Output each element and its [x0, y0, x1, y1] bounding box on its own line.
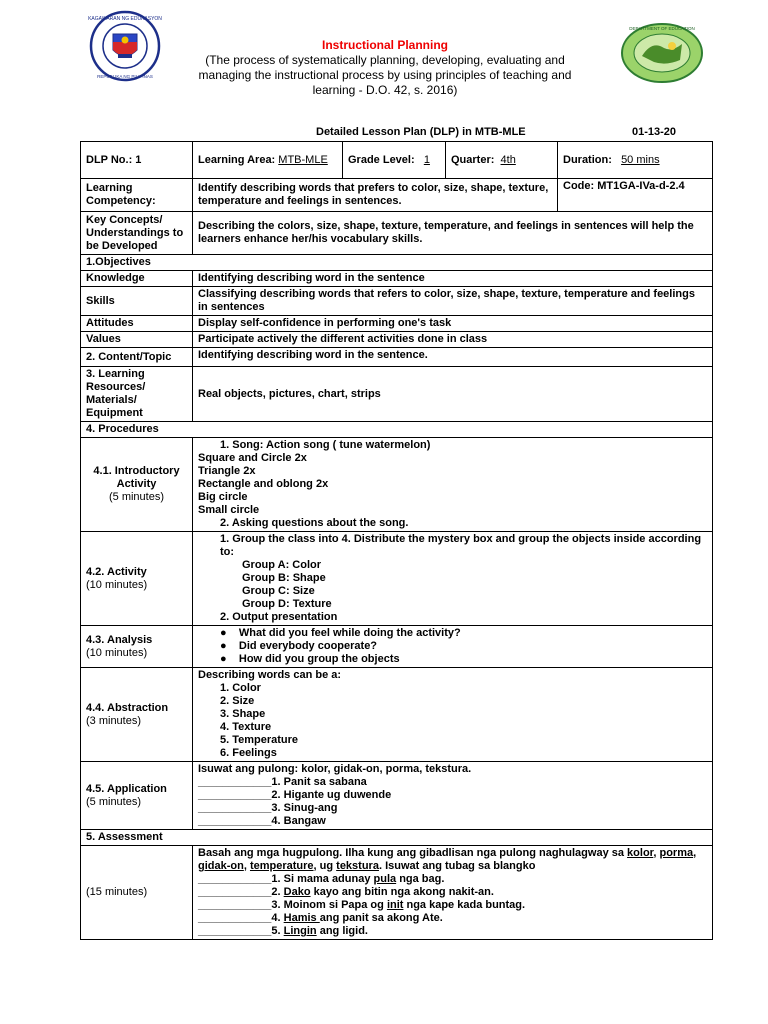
learning-area-value: MTB-MLE [278, 153, 328, 166]
abstraction-time: (3 minutes) [86, 714, 142, 727]
assessment-item-text: ____________1. Si mama adunay [198, 873, 374, 885]
analysis-item-text: What did you feel while doing the activity? [238, 627, 461, 639]
analysis-item: ● Did everybody cooperate? [220, 640, 378, 652]
intro-line: 2. Asking questions about the song. [220, 517, 409, 529]
competency-code: Code: MT1GA-IVa-d-2.4 [558, 179, 713, 212]
grade-level-label: Grade Level: [348, 153, 415, 166]
svg-text:REPUBLIKA NG PILIPINAS: REPUBLIKA NG PILIPINAS [97, 74, 153, 79]
assessment-header-row [81, 830, 713, 846]
application-item: ____________1. Panit sa sabana [198, 776, 367, 788]
skills-text: Classifying describing words that refers to color, size, shape, texture, temperature and feelings in sentences [193, 287, 713, 316]
attitudes-label: Attitudes [81, 316, 193, 332]
activity-line: Group B: Shape [242, 572, 326, 584]
activity-line: Group A: Color [242, 559, 322, 571]
header-desc-line-1: (The process of systematically planning, developing, evaluating and [205, 53, 565, 67]
abstraction-item: 3. Shape [220, 708, 266, 720]
learning-area-label: Learning Area: [198, 153, 276, 166]
attitudes-row [81, 316, 713, 332]
assessment-item-text: ____________3. Moinom si Papa og [198, 899, 387, 911]
quarter-label: Quarter: [451, 153, 495, 166]
activity-label-cell [81, 532, 193, 626]
abstraction-item: 6. Feelings [220, 747, 277, 759]
assessment-item [198, 873, 707, 886]
values-text: Participate actively the different activities done in class [193, 332, 713, 348]
header-desc-line-3: learning - D.O. 42, s. 2016) [312, 83, 458, 97]
assessment-item [198, 899, 707, 912]
competency-label: Learning Competency: [81, 179, 193, 212]
application-label: 4.5. Application [86, 782, 167, 795]
abstraction-label: 4.4. Abstraction [86, 701, 169, 714]
activity-line: Group D: Texture [242, 598, 332, 610]
application-item: ____________4. Bangaw [198, 815, 326, 827]
underlined-word: kolor [627, 847, 654, 859]
intro-line: Small circle [198, 504, 260, 516]
activity-row [81, 532, 713, 626]
assessment-content [193, 846, 713, 940]
intro-activity-time: (5 minutes) [108, 491, 165, 503]
knowledge-row [81, 271, 713, 287]
assessment-item-text: ____________5. [198, 925, 284, 937]
competency-text: Identify describing words that prefers to color, size, shape, texture, temperature and feelings in sentences. [193, 179, 558, 212]
assessment-intro-text: . Isuwat ang tubag sa blangko [378, 860, 536, 872]
attitudes-text: Display self-confidence in performing one's task [193, 316, 713, 332]
abstraction-item: 5. Temperature [220, 734, 299, 746]
svg-text:DEPARTMENT OF EDUCATION: DEPARTMENT OF EDUCATION [629, 26, 695, 31]
duration-cell [558, 142, 713, 179]
assessment-item [198, 912, 707, 925]
application-time: (5 minutes) [86, 795, 142, 808]
assessment-item-text: ____________2. [198, 886, 284, 898]
assessment-item-text: nga bag. [396, 873, 445, 885]
objectives-row [81, 255, 713, 271]
skills-row [81, 287, 713, 316]
activity-line: 1. Group the class into 4. Distribute the mystery box and group the objects inside according to: [220, 533, 702, 558]
assessment-item-text: ____________4. [198, 912, 284, 924]
intro-activity-label-cell [81, 438, 193, 532]
application-item: ____________3. Sinug-ang [198, 802, 338, 814]
concepts-label: Key Concepts/ Understandings to be Developed [81, 212, 193, 255]
values-row [81, 332, 713, 348]
abstraction-label-cell [81, 668, 193, 762]
concepts-text: Describing the colors, size, shape, texture, temperature, and feelings in sentences will help the learners enhance her/his vocabulary skills. [193, 212, 713, 255]
assessment-item-text: ang panit sa akong Ate. [319, 912, 443, 924]
procedures-row [81, 422, 713, 438]
assessment-item [198, 925, 707, 938]
assessment-time: (15 minutes) [81, 846, 193, 940]
underlined-word: temperature [249, 860, 314, 872]
activity-content [193, 532, 713, 626]
underlined-word: gidak-on [198, 860, 244, 872]
assessment-intro-sep: , [243, 860, 250, 872]
header-desc-line-2: managing the instructional process by using principles of teaching and [198, 68, 572, 82]
assessment-intro [198, 847, 707, 873]
activity-time: (10 minutes) [86, 578, 148, 591]
lesson-plan-table [80, 141, 713, 940]
quarter-value: 4th [500, 153, 516, 166]
content-label: 2. Content/Topic [81, 348, 193, 367]
resources-text: Real objects, pictures, chart, strips [193, 367, 713, 422]
intro-line: Triangle 2x [198, 465, 256, 477]
analysis-item-text: How did you group the objects [238, 653, 400, 665]
abstraction-content [193, 668, 713, 762]
intro-line: Rectangle and oblong 2x [198, 478, 329, 490]
intro-activity-row [81, 438, 713, 532]
content-row [81, 348, 713, 367]
analysis-item: ● How did you group the objects [220, 653, 400, 665]
underlined-word: tekstura [336, 860, 379, 872]
skills-label: Skills [81, 287, 193, 316]
intro-line: Square and Circle 2x [198, 452, 307, 464]
concepts-row [81, 212, 713, 255]
quarter-cell [446, 142, 558, 179]
analysis-content [193, 626, 713, 668]
assessment-item-text: nga kape kada buntag. [403, 899, 526, 911]
analysis-label-cell [81, 626, 193, 668]
activity-label: 4.2. Activity [86, 565, 147, 578]
application-intro: Isuwat ang pulong: kolor, gidak-on, porma, tekstura. [198, 763, 472, 775]
analysis-time: (10 minutes) [86, 646, 148, 659]
grade-level-value: 1 [423, 153, 430, 166]
analysis-label: 4.3. Analysis [86, 633, 153, 646]
learning-area-cell [193, 142, 343, 179]
abstraction-item: 2. Size [220, 695, 255, 707]
assessment-intro-text: Basah ang mga hugpulong. Ilha kung ang gibadlisan nga pulong naghulagway sa [198, 847, 628, 859]
underlined-word: Hamis [283, 912, 320, 924]
content-text: Identifying describing word in the sentence. [193, 348, 713, 367]
application-row [81, 762, 713, 830]
knowledge-label: Knowledge [81, 271, 193, 287]
underlined-word: porma [659, 847, 694, 859]
assessment-item-text: kayo ang bitin nga akong nakit-an. [310, 886, 494, 898]
underlined-word: init [386, 899, 404, 911]
activity-line: Group C: Size [242, 585, 315, 597]
intro-line: Big circle [198, 491, 248, 503]
analysis-row [81, 626, 713, 668]
abstraction-row [81, 668, 713, 762]
assessment-item-text: ang ligid. [316, 925, 368, 937]
assessment-intro-sep: , ug [313, 860, 337, 872]
knowledge-text: Identifying describing word in the sentence [193, 271, 713, 287]
duration-label: Duration: [563, 153, 612, 166]
objectives-label: 1.Objectives [81, 255, 713, 271]
application-item: ____________2. Higante ug duwende [198, 789, 392, 801]
underlined-word: Lingin [283, 925, 317, 937]
underlined-word: Dako [283, 886, 311, 898]
intro-activity-content [193, 438, 713, 532]
resources-row [81, 367, 713, 422]
values-label: Values [81, 332, 193, 348]
intro-line: 1. Song: Action song ( tune watermelon) [220, 439, 431, 451]
underlined-word: pula [373, 873, 397, 885]
grade-level-cell [343, 142, 446, 179]
analysis-item: ● What did you feel while doing the activity? [220, 627, 461, 639]
assessment-intro-sep: , [653, 847, 660, 859]
header-title: Instructional Planning [321, 38, 448, 52]
assessment-row [81, 846, 713, 940]
resources-label: 3. Learning Resources/ Materials/ Equipment [81, 367, 193, 422]
deped-seal-logo [80, 10, 170, 82]
assessment-item [198, 886, 707, 899]
intro-activity-label: 4.1. Introductory Activity [93, 465, 180, 490]
abstraction-item: 1. Color [220, 682, 261, 694]
svg-text:KAGAWARAN NG EDUKASYON: KAGAWARAN NG EDUKASYON [88, 16, 162, 22]
dlp-number: DLP No.: 1 [81, 142, 193, 179]
analysis-item-text: Did everybody cooperate? [238, 640, 378, 652]
document-header [190, 38, 580, 98]
application-label-cell [81, 762, 193, 830]
competency-row [81, 179, 713, 212]
activity-line: 2. Output presentation [220, 611, 338, 623]
duration-value: 50 mins [621, 153, 660, 166]
plan-date: 01-13-20 [632, 126, 677, 138]
procedures-label: 4. Procedures [81, 422, 713, 438]
abstraction-intro: Describing words can be a: [198, 669, 342, 681]
abstraction-item: 4. Texture [220, 721, 272, 733]
application-content [193, 762, 713, 830]
assessment-intro-sep: , [693, 847, 697, 859]
assessment-label: 5. Assessment [81, 830, 713, 846]
plan-title: Detailed Lesson Plan (DLP) in MTB-MLE [316, 126, 526, 138]
division-seal-logo [620, 22, 704, 84]
header-row [81, 142, 713, 179]
